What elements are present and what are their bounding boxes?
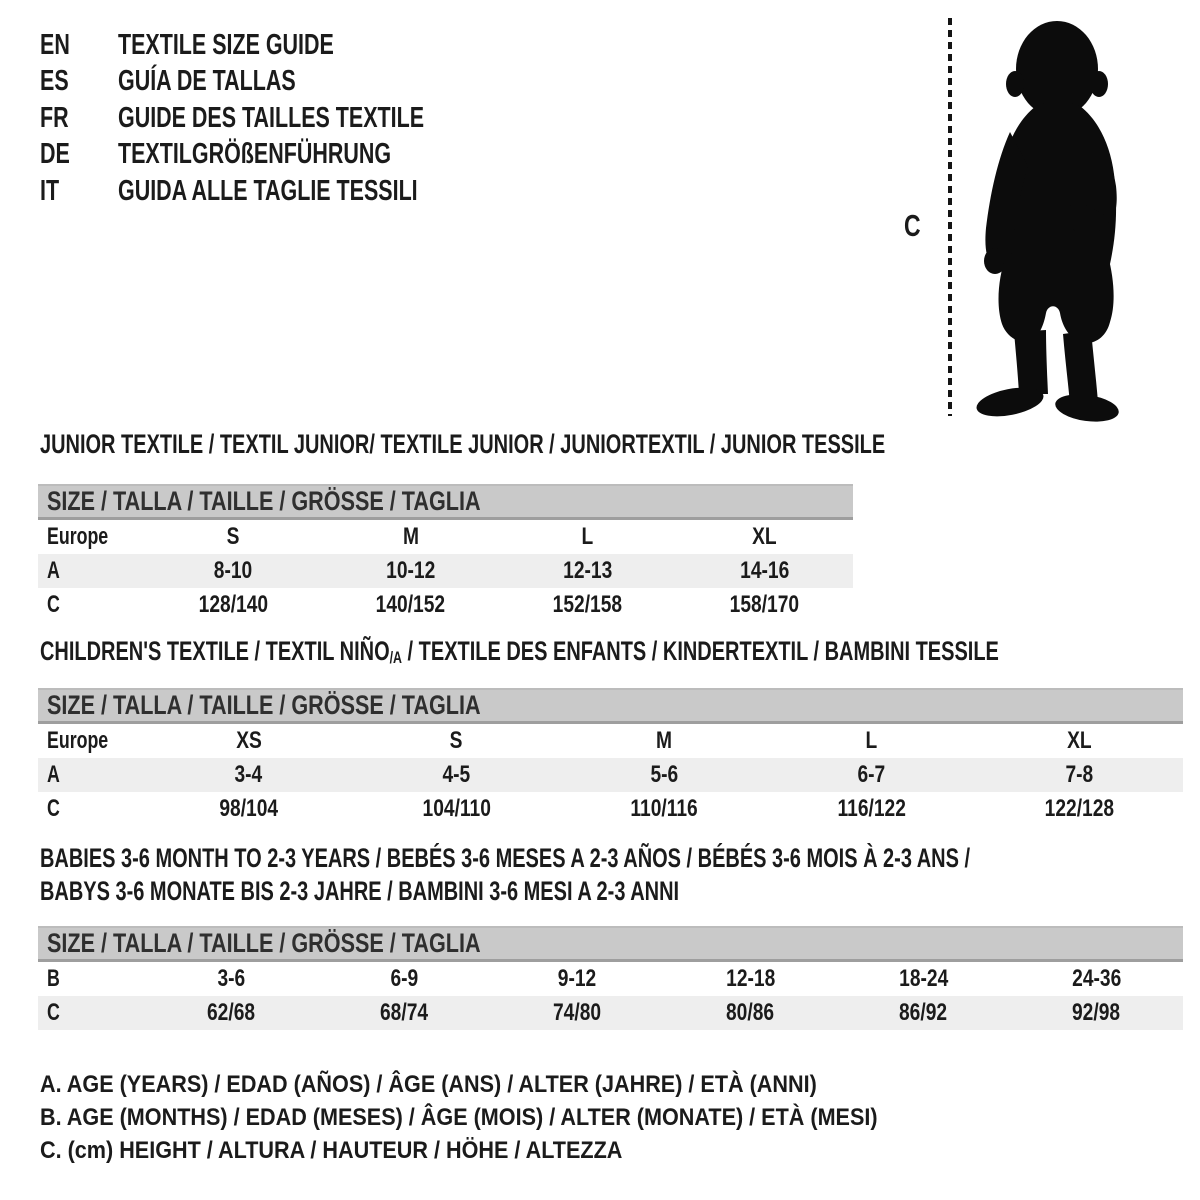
size-value-cell: S bbox=[449, 727, 463, 754]
size-value-cell: XS bbox=[235, 727, 262, 754]
babies-section-heading bbox=[40, 842, 1200, 908]
size-value-cell: 7-8 bbox=[975, 758, 1183, 792]
children-size-table bbox=[38, 688, 1183, 826]
size-value-cell: 8-10 bbox=[145, 554, 322, 588]
size-value-cell: L bbox=[865, 727, 878, 754]
size-value-cell: 68/74 bbox=[318, 996, 491, 1030]
size-value-cell: M bbox=[655, 727, 672, 754]
size-value-cell: 74/80 bbox=[491, 996, 664, 1030]
size-value-cell: 116/122 bbox=[837, 795, 906, 822]
size-value-cell: 92/98 bbox=[1010, 996, 1183, 1030]
size-value-cell: 104/110 bbox=[422, 795, 491, 822]
legend-line-a: A. AGE (YEARS) / EDAD (AÑOS) / ÂGE (ANS) / ALTER (JAHRE) / ETÀ (ANNI) bbox=[40, 1071, 817, 1098]
language-title: TEXTILE SIZE GUIDE bbox=[118, 29, 334, 61]
junior-section-heading: JUNIOR TEXTILE / TEXTIL JUNIOR/ TEXTILE JUNIOR / JUNIORTEXTIL / JUNIOR TESSILE bbox=[40, 429, 886, 459]
row-label-cell: Europe bbox=[47, 523, 109, 550]
table-header-row bbox=[38, 927, 1183, 961]
size-value-cell: 80/86 bbox=[664, 996, 837, 1030]
table-row bbox=[38, 961, 1183, 997]
babies-heading-line2: BABYS 3-6 MONATE BIS 2-3 JAHRE / BAMBINI 3-6 MESI A 2-3 ANNI bbox=[40, 876, 680, 906]
measurement-legend bbox=[40, 1068, 971, 1167]
size-value-cell: 3-6 bbox=[217, 965, 246, 992]
size-header-cell: SIZE / TALLA / TAILLE / GRÖSSE / TAGLIA bbox=[38, 927, 1183, 961]
size-value-cell: 4-5 bbox=[353, 758, 561, 792]
size-value-cell: 12-18 bbox=[725, 965, 776, 992]
row-label-cell: A bbox=[38, 554, 145, 588]
language-code: FR bbox=[40, 101, 69, 134]
size-value-cell: 158/170 bbox=[729, 591, 800, 618]
table-row bbox=[38, 554, 853, 588]
table-header-row bbox=[38, 485, 853, 519]
children-section-heading: CHILDREN'S TEXTILE / TEXTIL NIÑO/A / TEXTILE DES ENFANTS / KINDERTEXTIL / BAMBINI TESSILE bbox=[40, 636, 999, 667]
babies-size-table bbox=[38, 926, 1183, 1030]
language-row bbox=[40, 27, 532, 63]
size-value-cell: S bbox=[227, 523, 240, 550]
language-row bbox=[40, 136, 532, 172]
size-value-cell: 98/104 bbox=[219, 795, 279, 822]
legend-line-c: C. (cm) HEIGHT / ALTURA / HAUTEUR / HÖHE / ALTEZZA bbox=[40, 1137, 623, 1164]
size-value-cell: XL bbox=[1066, 727, 1092, 754]
junior-size-table bbox=[38, 484, 853, 622]
size-value-cell: 18-24 bbox=[898, 965, 949, 992]
language-code: EN bbox=[40, 29, 70, 61]
size-value-cell: 140/152 bbox=[375, 591, 446, 618]
row-label-cell: A bbox=[38, 758, 145, 792]
language-title: GUIDE DES TAILLES TEXTILE bbox=[118, 101, 425, 134]
table-row bbox=[38, 588, 853, 622]
babies-heading-line1: BABIES 3-6 MONTH TO 2-3 YEARS / BEBÉS 3-6 MESES A 2-3 AÑOS / BÉBÉS 3-6 MOIS À 2-3 ANS / bbox=[40, 843, 971, 873]
size-value-cell: 14-16 bbox=[676, 554, 853, 588]
language-title-list bbox=[40, 27, 532, 209]
size-value-cell: 128/140 bbox=[198, 591, 269, 618]
size-value-cell: 24-36 bbox=[1071, 965, 1122, 992]
language-code: ES bbox=[40, 65, 69, 98]
size-value-cell: M bbox=[402, 523, 419, 550]
table-row bbox=[38, 519, 853, 555]
size-value-cell: 12-13 bbox=[499, 554, 676, 588]
height-measure-dashed-line bbox=[948, 18, 952, 416]
table-header-row bbox=[38, 689, 1183, 723]
row-label-cell: C bbox=[47, 591, 60, 618]
height-measure-label: C bbox=[904, 208, 921, 243]
row-label-cell: B bbox=[47, 965, 60, 992]
language-title: TEXTILGRÖßENFÜHRUNG bbox=[118, 138, 392, 171]
row-label-cell: Europe bbox=[47, 727, 109, 754]
table-row bbox=[38, 758, 1183, 792]
table-row bbox=[38, 996, 1183, 1030]
language-code: DE bbox=[40, 138, 70, 171]
size-header-cell: SIZE / TALLA / TAILLE / GRÖSSE / TAGLIA bbox=[38, 689, 1183, 723]
size-value-cell: 6-9 bbox=[390, 965, 419, 992]
size-value-cell: 9-12 bbox=[558, 965, 597, 992]
size-value-cell: 110/116 bbox=[630, 795, 698, 822]
size-value-cell: 3-4 bbox=[145, 758, 353, 792]
row-label-cell: C bbox=[38, 996, 145, 1030]
language-title: GUÍA DE TALLAS bbox=[118, 65, 296, 98]
size-value-cell: L bbox=[581, 523, 594, 550]
table-row bbox=[38, 723, 1183, 759]
size-header-cell: SIZE / TALLA / TAILLE / GRÖSSE / TAGLIA bbox=[38, 485, 853, 519]
size-value-cell: 62/68 bbox=[145, 996, 318, 1030]
language-row bbox=[40, 63, 532, 99]
legend-line-b: B. AGE (MONTHS) / EDAD (MESES) / ÂGE (MOIS) / ALTER (MONATE) / ETÀ (MESI) bbox=[40, 1104, 878, 1131]
size-value-cell: XL bbox=[752, 523, 777, 550]
toddler-silhouette-icon bbox=[960, 14, 1138, 422]
size-value-cell: 6-7 bbox=[768, 758, 976, 792]
table-row bbox=[38, 792, 1183, 826]
size-value-cell: 86/92 bbox=[837, 996, 1010, 1030]
row-label-cell: C bbox=[47, 795, 60, 822]
language-row bbox=[40, 100, 532, 136]
size-value-cell: 152/158 bbox=[552, 591, 623, 618]
language-row bbox=[40, 173, 532, 209]
size-value-cell: 10-12 bbox=[322, 554, 499, 588]
nino-a-subscript: /A bbox=[389, 648, 403, 667]
size-value-cell: 122/128 bbox=[1044, 795, 1114, 822]
language-title: GUIDA ALLE TAGLIE TESSILI bbox=[118, 174, 418, 207]
language-code: IT bbox=[40, 174, 60, 207]
size-value-cell: 5-6 bbox=[560, 758, 768, 792]
